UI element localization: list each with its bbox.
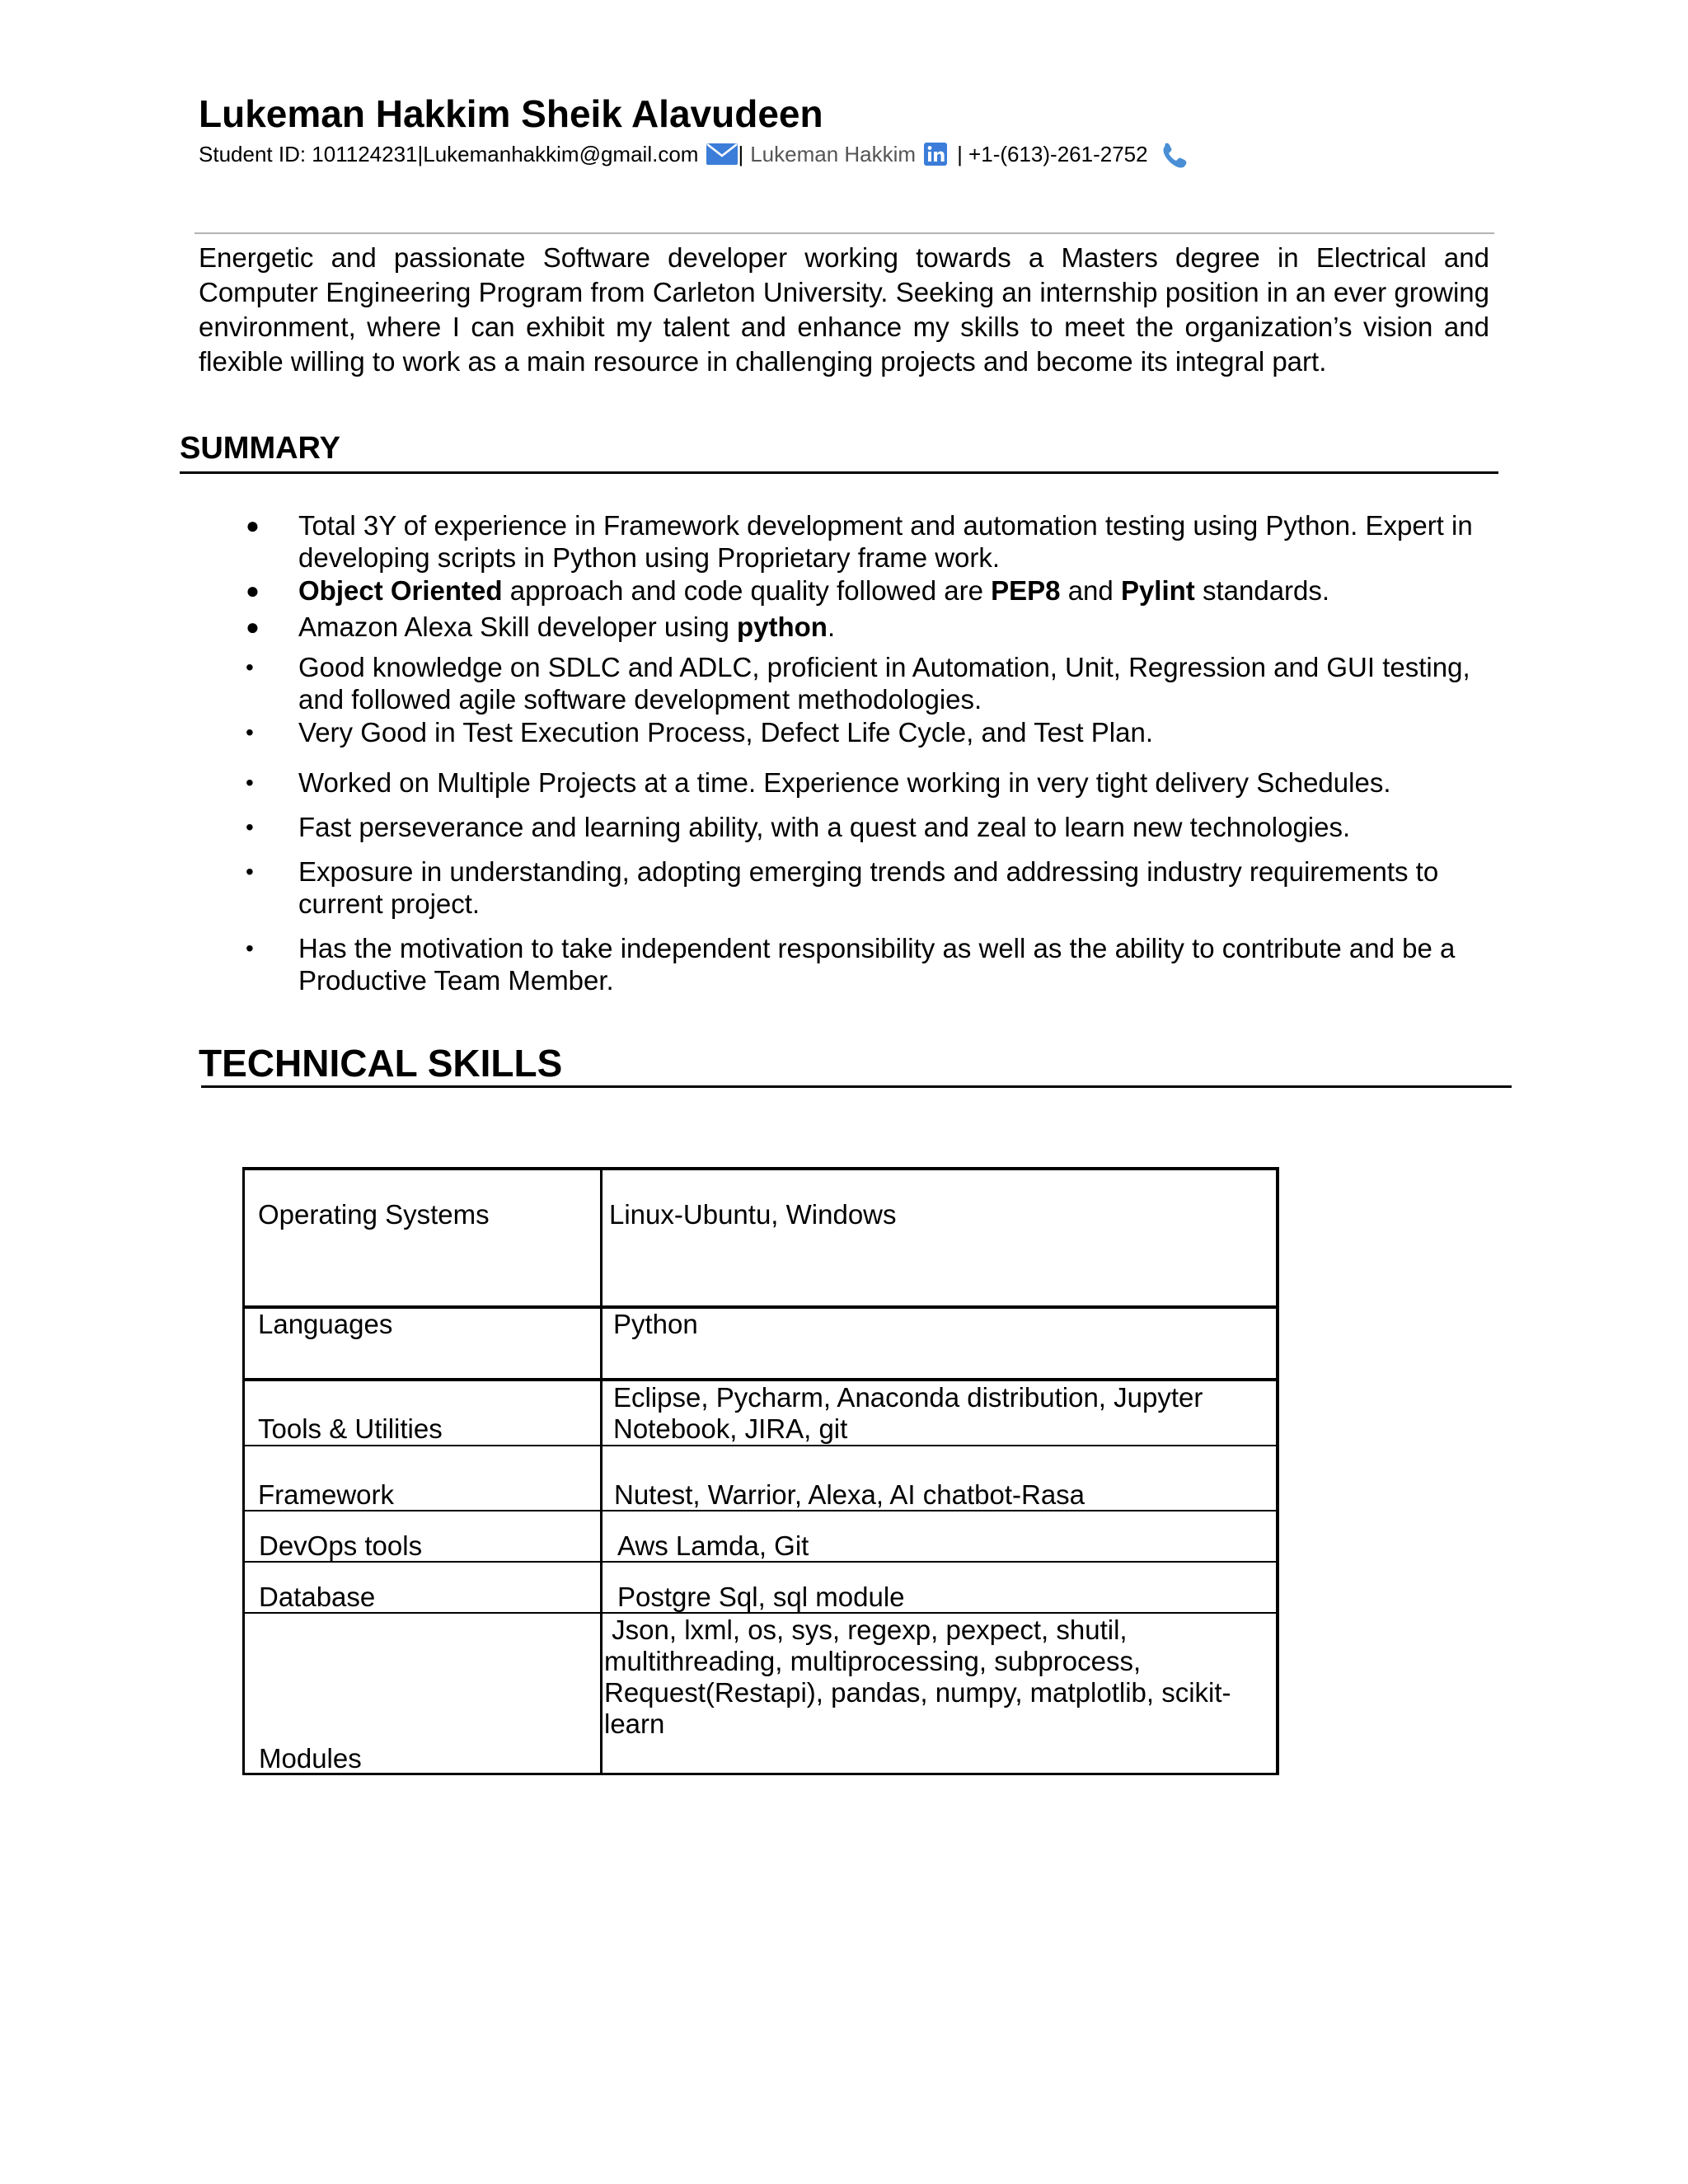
skill-category: Languages: [258, 1309, 393, 1339]
skill-category: Operating Systems: [258, 1199, 490, 1230]
contact-line: [199, 140, 1188, 168]
skill-values: multithreading, multiprocessing, subprocess,: [604, 1646, 1142, 1676]
skill-category: Tools & Utilities: [258, 1413, 443, 1444]
phone-text: | +1-(613)-261-2752: [957, 142, 1148, 166]
candidate-name: Lukeman Hakkim Sheik Alavudeen: [199, 92, 823, 135]
skill-category: Modules: [259, 1743, 362, 1774]
table-border: [242, 1773, 1279, 1775]
skill-values: Postgre Sql, sql module: [617, 1582, 905, 1612]
table-border: [600, 1167, 603, 1775]
bullet-icon: •: [246, 935, 254, 961]
mail-icon[interactable]: [706, 143, 738, 165]
contact-separator: |: [738, 142, 744, 166]
bullet-icon: •: [246, 814, 254, 840]
phone-icon[interactable]: [1160, 140, 1188, 168]
table-border: [242, 1305, 1279, 1309]
skill-values: Aws Lamda, Git: [617, 1530, 809, 1561]
skill-values: Request(Restapi), pandas, numpy, matplotlib, scikit-: [604, 1677, 1231, 1708]
objective-paragraph: Energetic and passionate Software developer working towards a Masters degree in Electrical and Computer Engineering Program from Carleton University. Seeking an internship position in an ever growing environment, where I can exhibit my talent and enhance my skills to meet the organization’s vision and flexible willing to work as a main resource in challenging projects and become its integral part.: [199, 242, 1489, 377]
skill-values: Nutest, Warrior, Alexa, AI chatbot-Rasa: [614, 1479, 1085, 1510]
bullet-icon: •: [246, 719, 254, 745]
skill-values: learn: [604, 1708, 665, 1739]
skill-category: Database: [259, 1582, 376, 1612]
skill-category: Framework: [258, 1479, 395, 1510]
skill-category: DevOps tools: [259, 1530, 423, 1561]
bullet-icon: •: [246, 859, 254, 884]
bullet-icon: ●: [246, 578, 260, 603]
skills-divider: [201, 1085, 1512, 1088]
email-text: Lukemanhakkim@gmail.com: [423, 142, 699, 166]
skill-values: Notebook, JIRA, git: [613, 1413, 848, 1444]
bullet-icon: ●: [246, 513, 260, 538]
bullet-icon: ●: [246, 614, 260, 640]
table-border: [242, 1445, 1279, 1446]
linkedin-icon[interactable]: [924, 143, 947, 166]
table-border: [1276, 1167, 1279, 1775]
summary-heading: SUMMARY: [180, 431, 340, 466]
bullet-icon: •: [246, 654, 254, 680]
bullet-icon: •: [246, 770, 254, 795]
summary-divider: [180, 471, 1498, 474]
linkedin-text[interactable]: Lukeman Hakkim: [750, 142, 917, 166]
table-border: [242, 1167, 245, 1775]
skills-table: [242, 1167, 1279, 1775]
skill-values: Eclipse, Pycharm, Anaconda distribution, Jupyter: [613, 1382, 1203, 1413]
skill-values: Python: [613, 1309, 698, 1339]
skill-values: Linux-Ubuntu, Windows: [609, 1199, 897, 1230]
student-id: Student ID: 101124231|: [199, 142, 424, 166]
technical-skills-heading: TECHNICAL SKILLS: [199, 1042, 563, 1085]
skill-values: Json, lxml, os, sys, regexp, pexpect, shutil,: [604, 1615, 1128, 1645]
header-divider: [195, 232, 1494, 234]
table-border: [242, 1167, 1279, 1170]
